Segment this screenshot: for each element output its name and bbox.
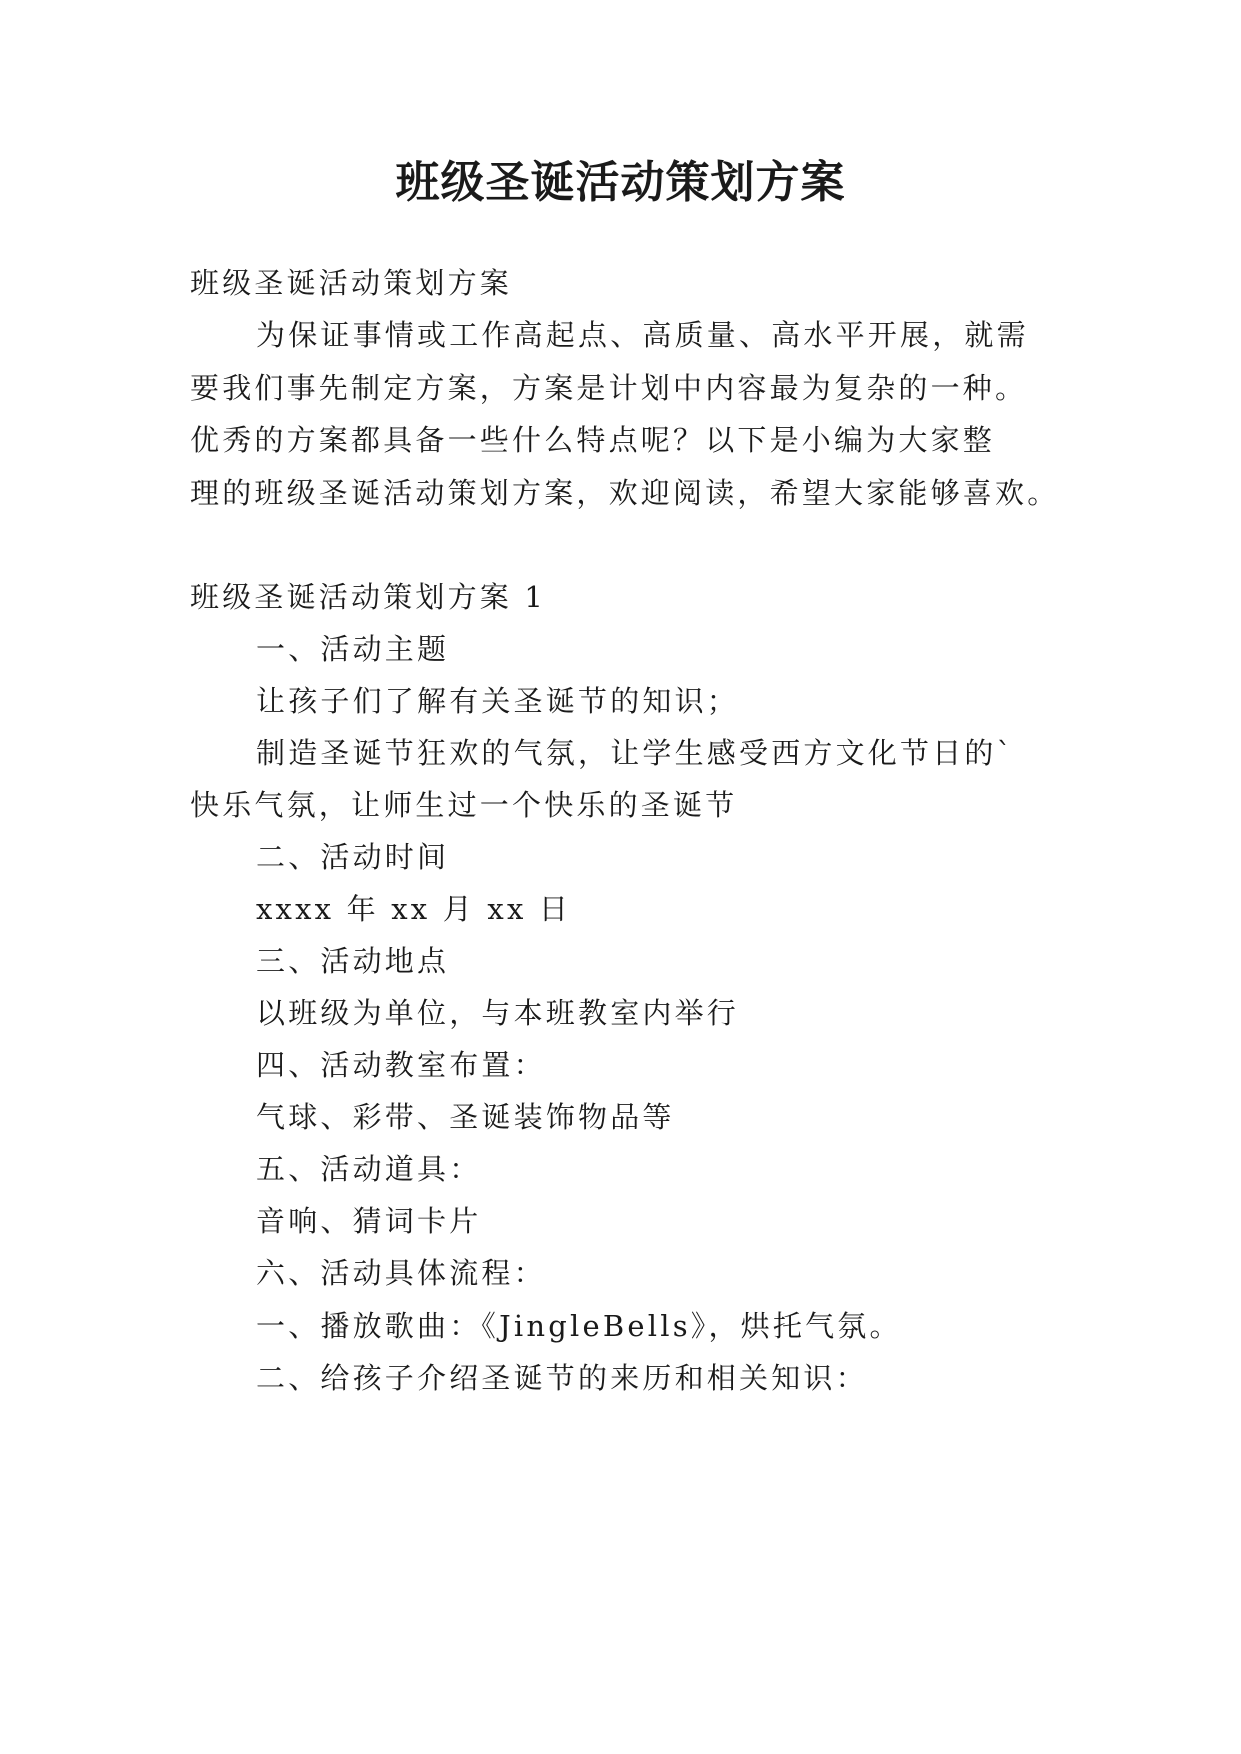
section-line: 三、活动地点 — [256, 944, 450, 978]
intro-line: 为保证事情或工作高起点、高质量、高水平开展，就需 — [256, 318, 1029, 352]
section-line: 制造圣诞节狂欢的气氛，让学生感受西方文化节日的` — [256, 736, 1015, 770]
intro-line: 优秀的方案都具备一些什么特点呢？以下是小编为大家整 — [190, 423, 996, 457]
section-line: 一、播放歌曲：《JingleBells》，烘托气氛。 — [256, 1309, 902, 1343]
section-heading: 班级圣诞活动策划方案 1 — [190, 580, 547, 614]
intro-line: 理的班级圣诞活动策划方案，欢迎阅读，希望大家能够喜欢。 — [190, 476, 1060, 510]
section-line: 四、活动教室布置： — [256, 1048, 546, 1082]
section-line: 以班级为单位，与本班教室内举行 — [256, 996, 740, 1030]
intro-line: 要我们事先制定方案，方案是计划中内容最为复杂的一种。 — [190, 371, 1028, 405]
section-line: 二、给孩子介绍圣诞节的来历和相关知识： — [256, 1361, 868, 1395]
section-line: xxxx 年 xx 月 xx 日 — [256, 892, 572, 926]
document-body — [190, 0, 1070, 1754]
subtitle: 班级圣诞活动策划方案 — [190, 266, 513, 300]
section-line: 气球、彩带、圣诞装饰物品等 — [256, 1100, 675, 1134]
section-line: 让孩子们了解有关圣诞节的知识； — [256, 684, 740, 718]
section-line: 五、活动道具： — [256, 1152, 482, 1186]
section-line: 音响、猜词卡片 — [256, 1204, 482, 1238]
section-line: 二、活动时间 — [256, 840, 450, 874]
section-line: 快乐气氛，让师生过一个快乐的圣诞节 — [190, 788, 738, 822]
section-line: 一、活动主题 — [256, 632, 450, 666]
document-title: 班级圣诞活动策划方案 — [395, 157, 846, 208]
section-line: 六、活动具体流程： — [256, 1256, 546, 1290]
